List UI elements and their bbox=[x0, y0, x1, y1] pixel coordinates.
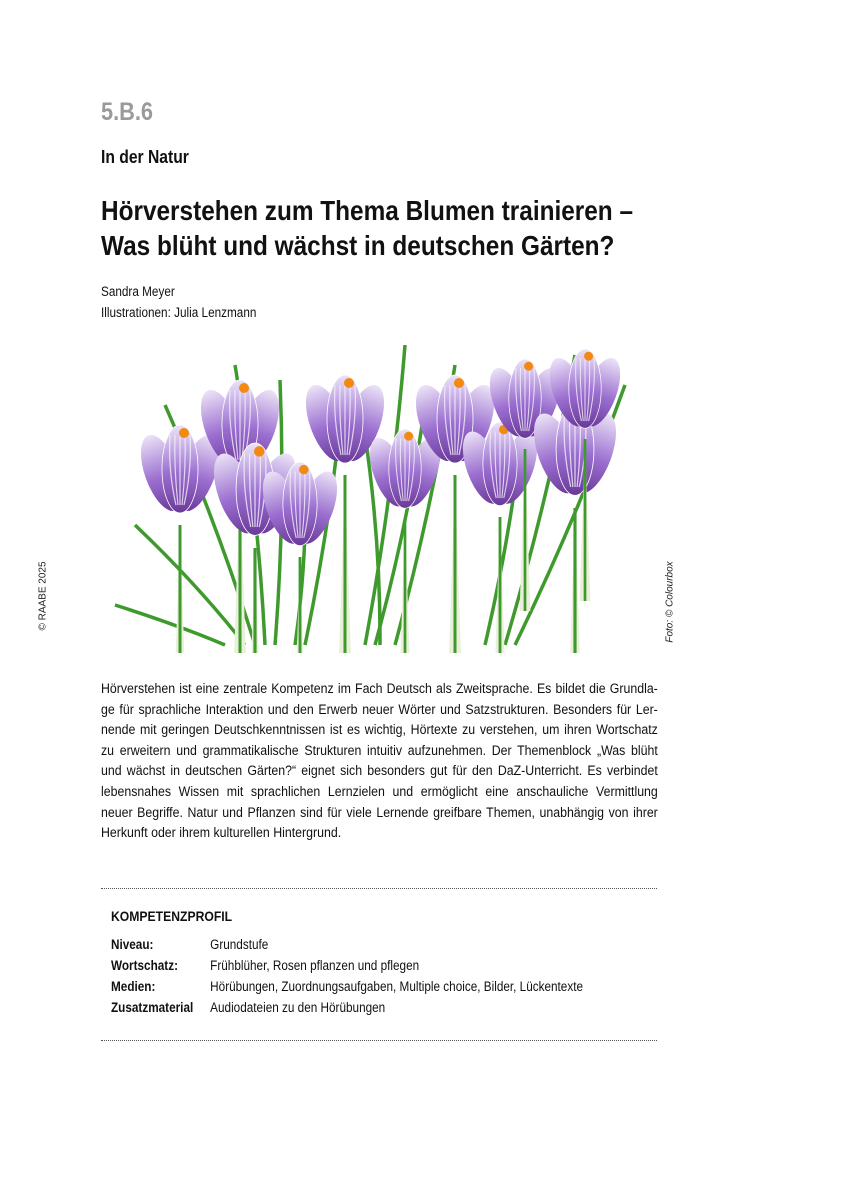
profile-label: Wortschatz: bbox=[111, 958, 179, 973]
copyright-note: © RAABE 2025 bbox=[37, 561, 49, 631]
profile-value: Frühblüher, Rosen pflanzen und pflegen bbox=[210, 958, 420, 973]
competence-profile bbox=[111, 908, 650, 1018]
unit-code: 5.B.6 bbox=[101, 98, 153, 126]
paragraph-line: Hörverstehen ist eine zentrale Kompetenz im Fach Deutsch als Zweitsprache. Es bildet die Grundla- bbox=[101, 681, 658, 697]
title-line: Hörverstehen zum Thema Blumen trainieren – bbox=[101, 195, 634, 226]
crocus-flower bbox=[455, 422, 546, 653]
paragraph-line: ge für sprachliche Interaktion und den Erwerb neuer Wörter und Satzstrukturen. Besonders für Ler- bbox=[101, 701, 658, 718]
paragraph-line: und wächst in deutschen Gärten?“ eignet sich besonders gut für den DaZ-Unterricht. Es verbindet bbox=[101, 763, 658, 780]
profile-label: Zusatzmaterial bbox=[111, 1000, 194, 1015]
profile-value: Audiodateien zu den Hörübungen bbox=[210, 1000, 386, 1015]
stigma bbox=[179, 428, 189, 438]
stigma bbox=[344, 378, 354, 388]
crocus-flower bbox=[132, 425, 227, 653]
paragraph-line: Herkunft oder ihrem kulturellen Hintergrund. bbox=[101, 825, 342, 842]
profile-row bbox=[111, 934, 650, 955]
credits bbox=[101, 281, 658, 323]
profile-value: Hörübungen, Zuordnungsaufgaben, Multiple choice, Bilder, Lückentexte bbox=[210, 979, 584, 994]
photo-credit: Foto: © Colourbox bbox=[664, 561, 676, 643]
crocus-flower bbox=[407, 375, 502, 653]
dotted-divider bbox=[101, 1040, 657, 1041]
author: Sandra Meyer bbox=[101, 284, 175, 299]
leaf bbox=[135, 525, 245, 645]
stigma bbox=[454, 378, 464, 388]
stigma bbox=[239, 383, 249, 393]
profile-heading: KOMPETENZPROFIL bbox=[111, 908, 233, 924]
dotted-divider bbox=[101, 888, 657, 889]
profile-value: Grundstufe bbox=[210, 937, 269, 952]
profile-label: Medien: bbox=[111, 979, 156, 994]
crocus-flower bbox=[255, 462, 346, 653]
stigma bbox=[584, 352, 593, 361]
page-title bbox=[101, 193, 658, 263]
profile-label: Niveau: bbox=[111, 937, 154, 952]
profile-row bbox=[111, 955, 650, 976]
paragraph-line: lebensnahes Wissen mit sprachlichen Lernzielen und ermöglicht eine anschauliche Vermittlung bbox=[101, 783, 658, 800]
paragraph-line: nende mit geringen Deutschkenntnissen ist es wichtig, Hörtexte zu verstehen, um ihren Wortschatz bbox=[101, 722, 658, 739]
stigma bbox=[254, 446, 265, 457]
stigma bbox=[524, 362, 533, 371]
title-line: Was blüht und wächst in deutschen Gärten? bbox=[101, 230, 615, 261]
leaf bbox=[115, 605, 225, 645]
crocus-flower bbox=[525, 403, 625, 653]
profile-row bbox=[111, 997, 650, 1018]
intro-paragraph bbox=[101, 679, 658, 844]
profile-row bbox=[111, 976, 650, 997]
stigma bbox=[404, 432, 413, 441]
category-heading: In der Natur bbox=[101, 147, 189, 167]
paragraph-line: zu erweitern und grammatikalische Strukturen intuitiv aufzunehmen. Der Themenblock „Was blüht bbox=[101, 742, 658, 759]
crocus-photo bbox=[105, 345, 645, 653]
paragraph-line: neuer Begriffe. Natur und Pflanzen sind für viele Lernende greifbare Themen, unabhängig von ihrer bbox=[101, 804, 658, 821]
illustrator: Illustrationen: Julia Lenzmann bbox=[101, 305, 257, 320]
stigma bbox=[299, 465, 309, 475]
